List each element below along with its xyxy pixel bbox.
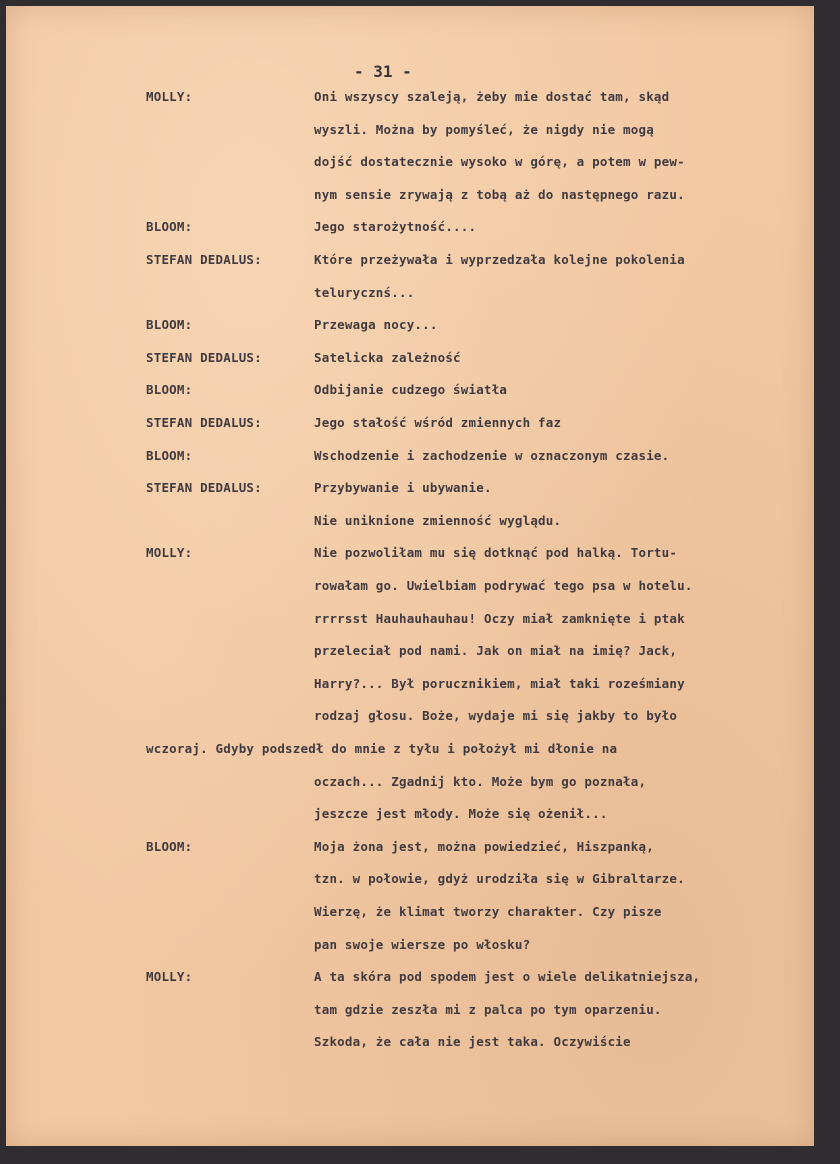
- speaker-name: STEFAN DEDALUS:: [146, 480, 262, 495]
- speaker-name: STEFAN DEDALUS:: [146, 252, 262, 267]
- dialogue-text: tzn. w połowie, gdyż urodziła się w Gibraltarze.: [314, 871, 685, 886]
- script-line: [6, 904, 814, 926]
- script-line: [6, 806, 814, 828]
- script-line: [6, 154, 814, 176]
- script-line: [6, 89, 814, 111]
- script-line: [6, 219, 814, 241]
- dialogue-text: Wschodzenie i zachodzenie w oznaczonym czasie.: [314, 448, 670, 463]
- dialogue-text: oczach... Zgadnij kto. Może bym go poznała,: [314, 774, 647, 789]
- script-line: [6, 350, 814, 372]
- dialogue-text: rodzaj głosu. Boże, wydaje mi się jakby to było: [314, 708, 678, 723]
- script-line: [6, 708, 814, 730]
- script-line: [6, 545, 814, 567]
- script-line: [6, 676, 814, 698]
- speaker-name: BLOOM:: [146, 448, 193, 463]
- dialogue-text: dojść dostatecznie wysoko w górę, a potem w pew-: [314, 154, 685, 169]
- script-line: [6, 382, 814, 404]
- script-line: [6, 774, 814, 796]
- speaker-name: STEFAN DEDALUS:: [146, 350, 262, 365]
- script-line: [6, 839, 814, 861]
- speaker-name: MOLLY:: [146, 969, 193, 984]
- speaker-name: MOLLY:: [146, 545, 193, 560]
- dialogue-text: wyszli. Można by pomyśleć, że nigdy nie mogą: [314, 122, 654, 137]
- script-line: [6, 285, 814, 307]
- speaker-name: BLOOM:: [146, 219, 193, 234]
- dialogue-text: rrrrsst Hauhauhauhau! Oczy miał zamknięte i ptak: [314, 611, 685, 626]
- script-line: [6, 252, 814, 274]
- dialogue-text: przeleciał pod nami. Jak on miał na imię? Jack,: [314, 643, 678, 658]
- dialogue-text: Przewaga nocy...: [314, 317, 438, 332]
- dialogue-text: Wierzę, że klimat tworzy charakter. Czy pisze: [314, 904, 662, 919]
- dialogue-text: wczoraj. Gdyby podszedł do mnie z tyłu i położył mi dłonie na: [146, 741, 618, 756]
- dialogue-text: Szkoda, że cała nie jest taka. Oczywiście: [314, 1034, 631, 1049]
- script-line: [6, 578, 814, 600]
- dialogue-text: Nie pozwoliłam mu się dotknąć pod halką. Tortu-: [314, 545, 678, 560]
- dialogue-text: Harry?... Był porucznikiem, miał taki roześmiany: [314, 676, 685, 691]
- speaker-name: BLOOM:: [146, 839, 193, 854]
- script-line: [6, 1034, 814, 1056]
- script-line: [6, 969, 814, 991]
- script-line: [6, 187, 814, 209]
- dialogue-text: Przybywanie i ubywanie.: [314, 480, 492, 495]
- script-line: [6, 448, 814, 470]
- script-line: [6, 611, 814, 633]
- script-line: [6, 317, 814, 339]
- dialogue-text: telurycznś...: [314, 285, 415, 300]
- script-line: [6, 480, 814, 502]
- dialogue-text: nym sensie zrywają z tobą aż do następnego razu.: [314, 187, 685, 202]
- typescript-page: [6, 6, 814, 1146]
- dialogue-text: Jego starożytność....: [314, 219, 477, 234]
- script-line: [6, 122, 814, 144]
- script-lines: [6, 6, 814, 1146]
- script-line: [6, 415, 814, 437]
- speaker-name: BLOOM:: [146, 382, 193, 397]
- dialogue-text: Odbijanie cudzego światła: [314, 382, 508, 397]
- script-line: [6, 513, 814, 535]
- script-line: [6, 871, 814, 893]
- dialogue-text: Jego stałość wśród zmiennych faz: [314, 415, 562, 430]
- dialogue-text: A ta skóra pod spodem jest o wiele delikatniejsza,: [314, 969, 701, 984]
- page-number: - 31 -: [354, 62, 412, 81]
- script-line: [6, 643, 814, 665]
- speaker-name: BLOOM:: [146, 317, 193, 332]
- dialogue-text: tam gdzie zeszła mi z palca po tym oparzeniu.: [314, 1002, 662, 1017]
- dialogue-text: Moja żona jest, można powiedzieć, Hiszpanką,: [314, 839, 654, 854]
- dialogue-text: jeszcze jest młody. Może się ożenił...: [314, 806, 608, 821]
- dialogue-text: Nie uniknione zmienność wyglądu.: [314, 513, 562, 528]
- dialogue-text: rowałam go. Uwielbiam podrywać tego psa w hotelu.: [314, 578, 693, 593]
- script-line: [6, 741, 814, 763]
- dialogue-text: Satelicka zależność: [314, 350, 461, 365]
- script-line: [6, 1002, 814, 1024]
- script-line: [6, 937, 814, 959]
- dialogue-text: Oni wszyscy szaleją, żeby mie dostać tam, skąd: [314, 89, 670, 104]
- speaker-name: STEFAN DEDALUS:: [146, 415, 262, 430]
- dialogue-text: pan swoje wiersze po włosku?: [314, 937, 531, 952]
- dialogue-text: Które przeżywała i wyprzedzała kolejne pokolenia: [314, 252, 685, 267]
- speaker-name: MOLLY:: [146, 89, 193, 104]
